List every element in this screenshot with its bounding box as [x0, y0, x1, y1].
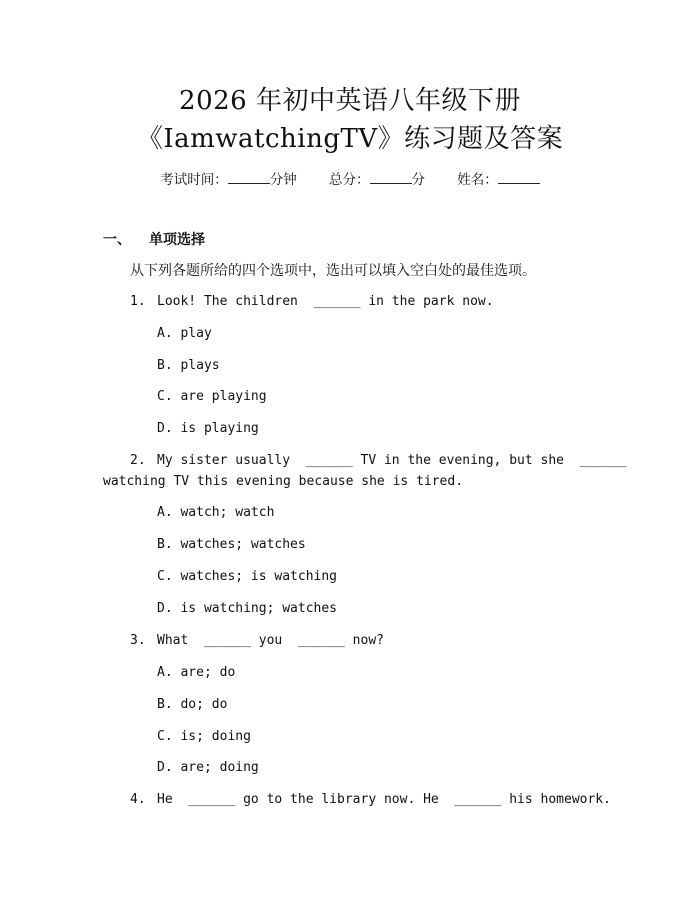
document-title — [0, 82, 700, 158]
exam-time-blank — [228, 171, 270, 184]
question-1-number: 1. — [130, 294, 146, 309]
question-1-option-c: C. are playing — [157, 389, 267, 404]
question-2-option-b: B. watches; watches — [157, 537, 306, 552]
student-name-blank — [498, 171, 540, 184]
question-2-option-c: C. watches; is watching — [157, 569, 338, 584]
question-4 — [130, 792, 611, 807]
exam-time-unit: 分钟 — [269, 172, 297, 188]
title-line-2: 《IamwatchingTV》练习题及答案 — [136, 124, 564, 154]
question-4-number: 4. — [130, 792, 146, 807]
question-3-option-c: C. is; doing — [157, 729, 251, 744]
total-score-label: 总分： — [329, 172, 370, 188]
question-3-text: What ______ you ______ now? — [157, 633, 384, 648]
question-2-number: 2. — [130, 453, 146, 468]
question-3 — [130, 633, 384, 648]
question-1-text: Look! The children ______ in the park now. — [157, 294, 494, 309]
section-heading — [103, 229, 205, 249]
title-line-1: 2026 年初中英语八年级下册 — [179, 86, 521, 116]
student-name-label: 姓名： — [457, 172, 498, 188]
exam-meta — [0, 168, 700, 188]
section-number: 一、 — [103, 232, 131, 248]
question-1-option-a: A. play — [157, 326, 212, 341]
question-2-text-continued: watching TV this evening because she is tired. — [103, 474, 464, 489]
question-3-option-b: B. do; do — [157, 697, 228, 712]
question-3-number: 3. — [130, 633, 146, 648]
question-1 — [130, 294, 494, 309]
total-score-blank — [370, 171, 412, 184]
question-4-text: He ______ go to the library now. He ______ his homework. — [157, 792, 611, 807]
question-2 — [130, 453, 627, 468]
total-score-unit: 分 — [411, 172, 425, 188]
student-name — [457, 172, 540, 188]
total-score — [329, 172, 425, 188]
question-2-option-d: D. is watching; watches — [157, 601, 338, 616]
question-3-option-d: D. are; doing — [157, 760, 259, 775]
section-instruction: 从下列各题所给的四个选项中，选出可以填入空白处的最佳选项。 — [130, 263, 536, 279]
question-2-text: My sister usually ______ TV in the evening, but she ______ — [157, 453, 627, 468]
question-3-option-a: A. are; do — [157, 665, 236, 680]
question-2-option-a: A. watch; watch — [157, 505, 275, 520]
question-1-option-b: B. plays — [157, 358, 220, 373]
exam-time-label: 考试时间： — [160, 172, 228, 188]
question-1-option-d: D. is playing — [157, 421, 259, 436]
exam-time — [160, 172, 297, 188]
section-title: 单项选择 — [149, 232, 205, 248]
